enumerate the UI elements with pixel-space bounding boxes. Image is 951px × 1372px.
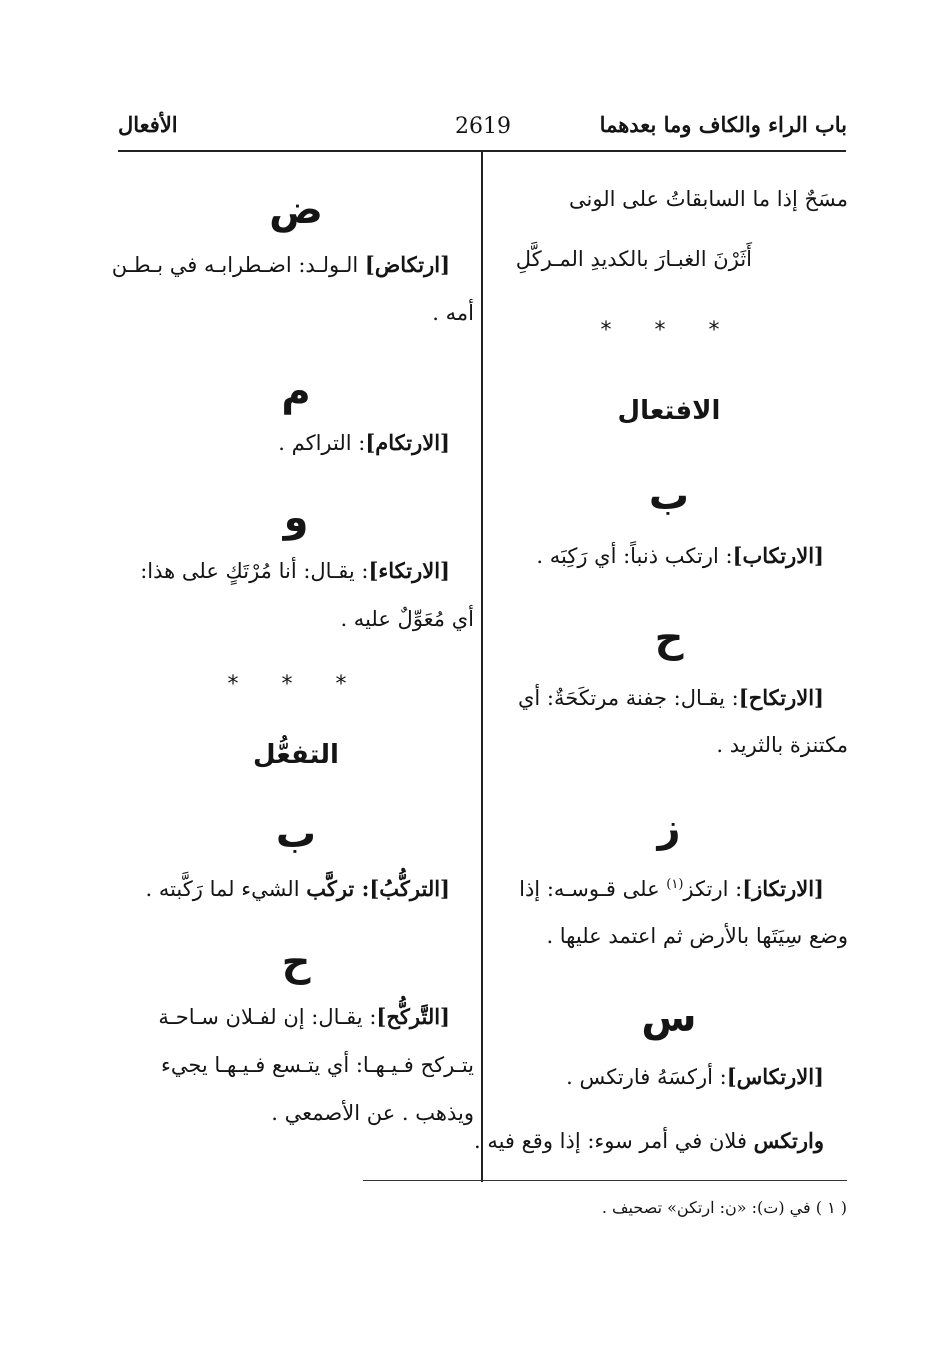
definition: الشيء لما رَكَّبته . [145, 877, 307, 901]
headword: وارتكس [753, 1128, 824, 1153]
root-letter-heading: س [641, 995, 697, 1041]
root-letter-heading: ض [269, 187, 323, 233]
definition: فلان في أمر سوء: إذا وقع فيه . [473, 1129, 754, 1153]
footnote-rule [363, 1180, 847, 1181]
page-number: 2619 [455, 114, 511, 139]
headword: [التركُّبُ] [369, 876, 450, 901]
entry-irtikah [518, 683, 824, 713]
entry-irtakasa [474, 1126, 824, 1156]
definition: : أركسَهُ فارتكس . [566, 1065, 727, 1089]
column-divider [481, 152, 483, 1182]
headword: [الارتكاء] [368, 558, 450, 583]
definition: الـولـد: اضـطرابـه في بـطـن [111, 253, 365, 277]
entry-irtikaz-cont: وضع سِيَتَها بالأرض ثم اعتمد عليها . [546, 924, 848, 948]
entry-tarakkuh-cont: يتـركح فـيـهـا: أي يتـسع فـيـهـا يجيء [160, 1053, 474, 1077]
section-title: الافتعال [617, 396, 721, 426]
entry-irtikad [112, 250, 450, 280]
section-separator: * * * [227, 672, 365, 697]
entry-irtika-cont: أي مُعَوِّلٌ عليه . [340, 607, 474, 631]
headword: [الارتكام] [365, 430, 450, 455]
root-letter-heading: ب [648, 473, 690, 519]
headword: [الارتكاس] [726, 1064, 824, 1089]
headword: [التَّركُّح] [376, 1004, 450, 1029]
root-letter-heading: ب [275, 811, 317, 857]
section-separator: * * * [600, 318, 738, 343]
definition: : يقـال: أنا مُرْتَكٍ على هذا: [140, 559, 369, 583]
entry-irtikad-cont: أمه . [432, 301, 474, 325]
definition: : ارتكز [683, 877, 743, 901]
section-title: التفعُّل [253, 740, 339, 770]
definition: على قـوسـه: إذا [519, 877, 667, 901]
footnote: ( ١ ) في (ت): «ن: ارتكن» تصحيف . [601, 1198, 847, 1217]
definition: : التراكم . [278, 431, 366, 455]
headword: [الارتكاب] [732, 543, 824, 568]
verse-line-2: أَثَرْنَ الغبـارَ بالكديدِ المـركَّلِ [515, 247, 752, 271]
definition: : ارتكب ذنباً: أي رَكِبَه . [536, 544, 733, 568]
verse-line-1: مسَحٌ إذا ما السابقاتُ على الونى [569, 187, 848, 211]
entry-irtikah-cont: مكتنزة بالثريد . [716, 733, 848, 757]
entry-tarakkuh [158, 1002, 450, 1032]
root-letter-heading: م [281, 369, 311, 415]
headword: [الارتكاز] [742, 876, 824, 901]
definition-bold: : تركَّب [306, 876, 370, 901]
entry-tarakkuh-cont: ويذهب . عن الأصمعي . [271, 1101, 474, 1125]
headword: [الارتكاح] [738, 685, 824, 710]
root-letter-heading: ح [281, 939, 311, 985]
root-letter-heading: ح [654, 615, 684, 661]
running-header-section: الأفعال [118, 112, 178, 137]
root-letter-heading: و [283, 495, 309, 541]
entry-tarakkub [145, 874, 450, 904]
footnote-marker: (١) [666, 877, 684, 892]
running-header-chapter: باب الراء والكاف وما بعدهما [599, 112, 847, 137]
definition: : يقـال: جفنة مرتكَحَةٌ: أي [517, 686, 739, 710]
entry-irtikam [278, 428, 450, 458]
entry-irtika [140, 556, 450, 586]
entry-irtikab [536, 541, 824, 571]
entry-irtikas [566, 1062, 824, 1092]
entry-irtikaz [519, 870, 824, 904]
definition: : يقـال: إن لفـلان سـاحـة [158, 1005, 377, 1029]
root-letter-heading: ز [657, 805, 681, 851]
headword: [ارتكاض] [364, 252, 450, 277]
